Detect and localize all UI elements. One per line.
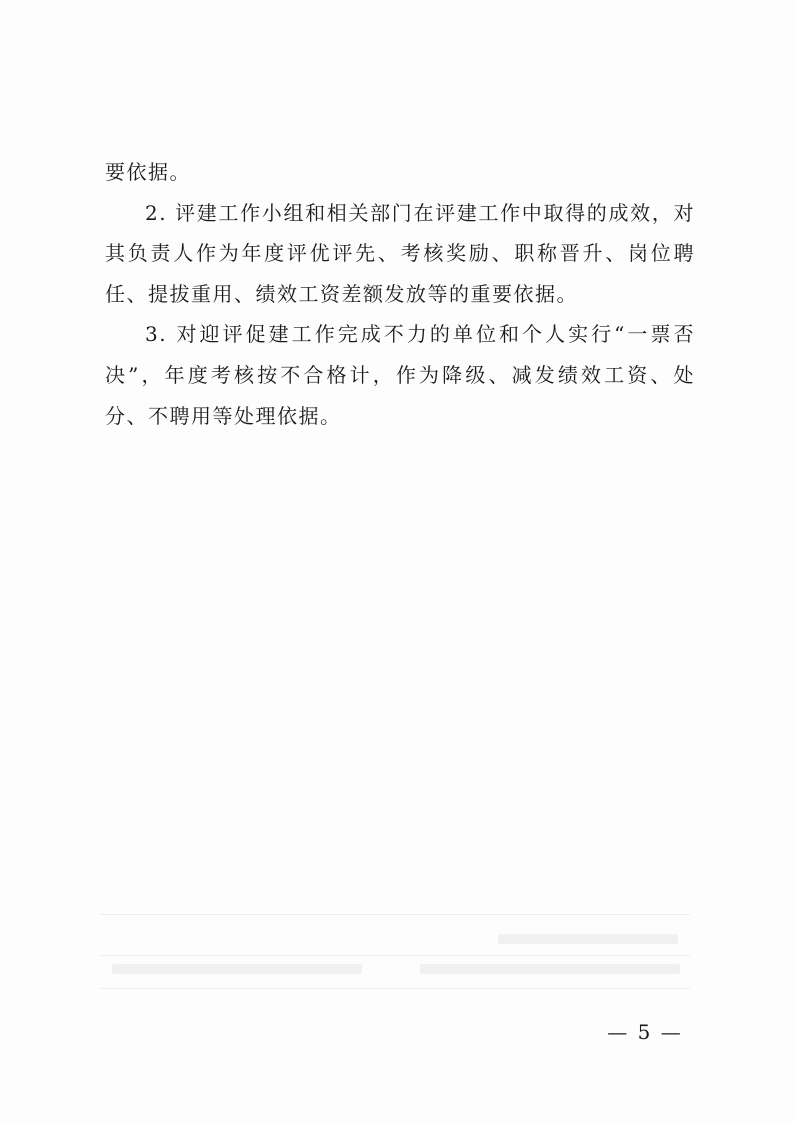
bleed-through-mark	[112, 964, 362, 974]
bleed-through-rule	[100, 955, 690, 956]
bleed-through-mark	[498, 934, 678, 944]
paragraph-item-3: 3. 对迎评促建工作完成不力的单位和个人实行“一票否决”，年度考核按不合格计，作为降级、减发绩效工资、处分、不聘用等处理依据。	[105, 322, 695, 428]
body-text	[105, 152, 695, 436]
bleed-through-mark	[420, 964, 680, 974]
paragraph-continuation: 要依据。	[105, 160, 191, 184]
bleed-through-rule	[100, 914, 690, 915]
paragraph-item-2: 2. 评建工作小组和相关部门在评建工作中取得的成效，对其负责人作为年度评优评先、考核奖励、职称晋升、岗位聘任、提拔重用、绩效工资差额发放等的重要依据。	[105, 200, 695, 306]
bleed-through-rule	[100, 988, 690, 989]
page-number: — 5 —	[607, 1020, 683, 1044]
